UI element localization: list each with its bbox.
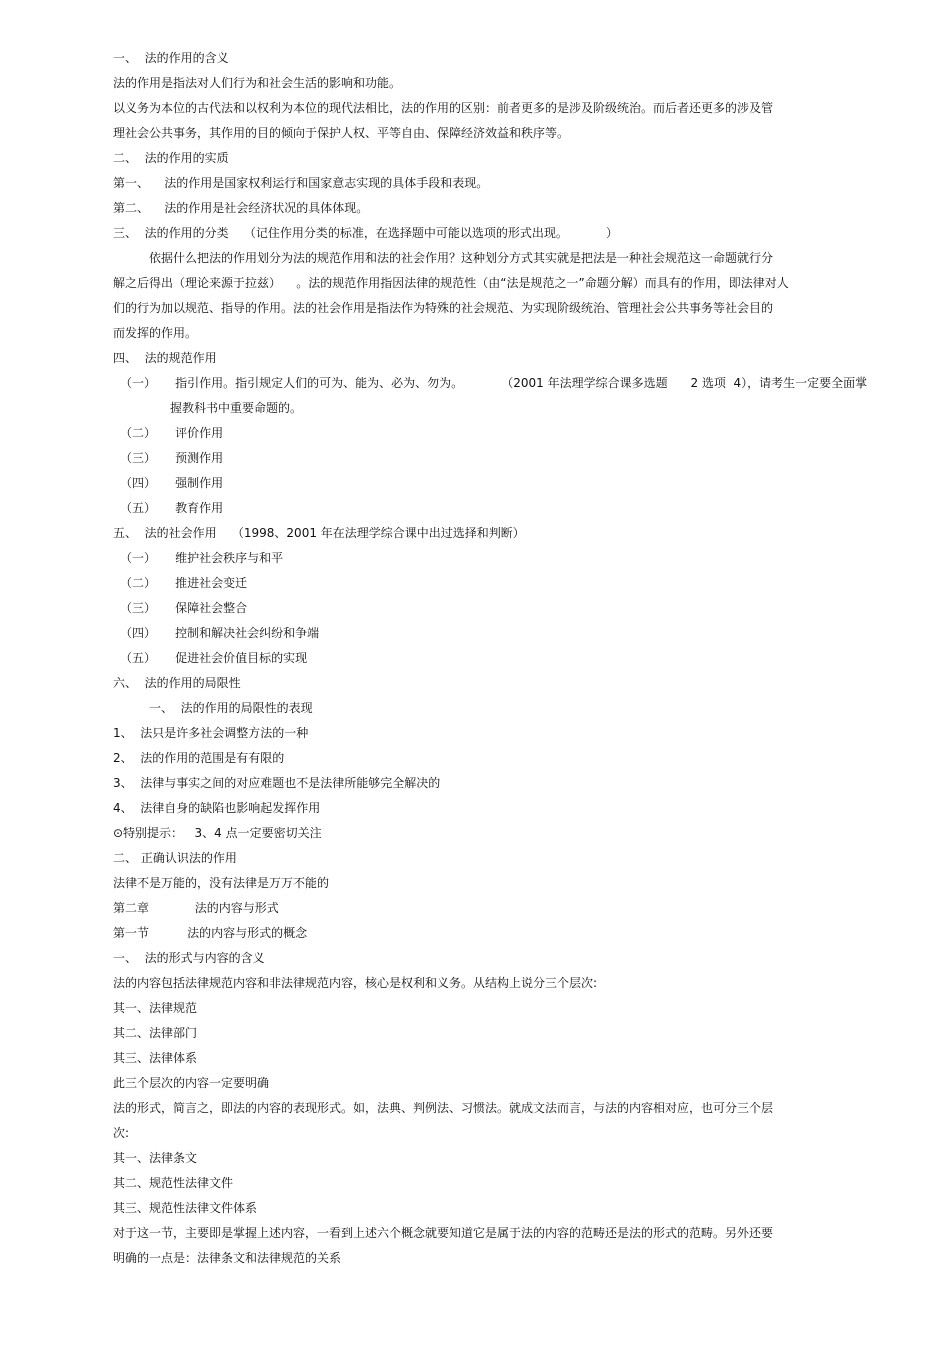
list-item: 4、 法律自身的缺陷也影响起发挥作用 (113, 801, 321, 815)
list-item: （三） 预测作用 (120, 451, 224, 465)
paragraph-line: 法的作用是指法对人们行为和社会生活的影响和功能。 (113, 76, 402, 90)
paragraph-line: 法的内容包括法律规范内容和非法律规范内容，核心是权利和义务。从结构上说分三个层次: (113, 976, 598, 990)
paragraph-line: 此三个层次的内容一定要明确 (113, 1076, 270, 1090)
list-item: 第二、 法的作用是社会经济状况的具体体现。 (113, 201, 369, 215)
paragraph-line: 法律不是万能的，没有法律是万万不能的 (113, 876, 330, 890)
list-item: （一） 指引作用。指引规定人们的可为、能为、必为、勿为。 （2001 年法理学综合课多选题 2 选项 4），请考生一定要全面掌 (120, 376, 868, 390)
paragraph-line: 以义务为本位的古代法和以权利为本位的现代法相比，法的作用的区别：前者更多的是涉及阶级统治。而后者还更多的涉及管 (113, 101, 774, 115)
list-item: 其一、法律条文 (113, 1151, 198, 1165)
heading-3: 三、 法的作用的分类 （记住作用分类的标准，在选择题中可能以选项的形式出现。 ） (113, 226, 619, 240)
list-item: 其三、法律体系 (113, 1051, 198, 1065)
list-item: （五） 促进社会价值目标的实现 (120, 651, 308, 665)
list-item: 其二、规范性法律文件 (113, 1176, 234, 1190)
heading-6: 六、 法的作用的局限性 (113, 676, 241, 690)
paragraph-line: 明确的一点是：法律条文和法律规范的关系 (113, 1251, 342, 1265)
list-item: （二） 评价作用 (120, 426, 224, 440)
list-item-continuation: 握教科书中重要命题的。 (170, 401, 303, 415)
list-item: （二） 推进社会变迁 (120, 576, 248, 590)
list-item: 2、 法的作用的范围是有有限的 (113, 751, 285, 765)
list-item: 3、 法律与事实之间的对应难题也不是法律所能够完全解决的 (113, 776, 441, 790)
paragraph-line: 解之后得出（理论来源于拉兹） 。法的规范作用指因法律的规范性（由“法是规范之一”命题分解）而具有的作用，即法律对人 (113, 276, 789, 290)
heading-1: 一、 法的形式与内容的含义 (113, 951, 265, 965)
list-item: （一） 维护社会秩序与和平 (120, 551, 284, 565)
paragraph-line: 对于这一节，主要即是掌握上述内容，一看到上述六个概念就要知道它是属于法的内容的范畴还是法的形式的范畴。另外还要 (113, 1226, 774, 1240)
list-item: 其一、法律规范 (113, 1001, 198, 1015)
paragraph-line: 依据什么把法的作用划分为法的规范作用和法的社会作用？这种划分方式其实就是把法是一种社会规范这一命题就行分 (149, 251, 774, 265)
section-title: 第一节 法的内容与形式的概念 (113, 926, 308, 940)
paragraph-line: 理社会公共事务，其作用的目的倾向于保护人权、平等自由、保障经济效益和秩序等。 (113, 126, 570, 140)
heading-2: 二、 法的作用的实质 (113, 151, 229, 165)
list-item: （四） 强制作用 (120, 476, 224, 490)
paragraph-line: 而发挥的作用。 (113, 326, 198, 340)
subheading: 一、 法的作用的局限性的表现 (149, 701, 313, 715)
chapter-title: 第二章 法的内容与形式 (113, 901, 279, 915)
heading-5: 五、 法的社会作用 （1998、2001 年在法理学综合课中出过选择和判断） (113, 526, 525, 540)
subheading: 二、 正确认识法的作用 (113, 851, 237, 865)
list-item: （四） 控制和解决社会纠纷和争端 (120, 626, 320, 640)
list-item: 第一、 法的作用是国家权利运行和国家意志实现的具体手段和表现。 (113, 176, 489, 190)
list-item: （五） 教育作用 (120, 501, 224, 515)
special-note: ⊙特别提示： 3、4 点一定要密切关注 (113, 826, 322, 840)
heading-4: 四、 法的规范作用 (113, 351, 217, 365)
list-item: 其三、规范性法律文件体系 (113, 1201, 258, 1215)
heading-1: 一、 法的作用的含义 (113, 51, 229, 65)
paragraph-line: 法的形式，简言之，即法的内容的表现形式。如，法典、判例法、习惯法。就成文法而言，与法的内容相对应，也可分三个层 (113, 1101, 774, 1115)
paragraph-line: 们的行为加以规范、指导的作用。法的社会作用是指法作为特殊的社会规范、为实现阶级统治、管理社会公共事务等社会目的 (113, 301, 774, 315)
paragraph-line: 次: (113, 1126, 130, 1140)
list-item: 1、 法只是许多社会调整方法的一种 (113, 726, 309, 740)
list-item: 其二、法律部门 (113, 1026, 198, 1040)
list-item: （三） 保障社会整合 (120, 601, 248, 615)
